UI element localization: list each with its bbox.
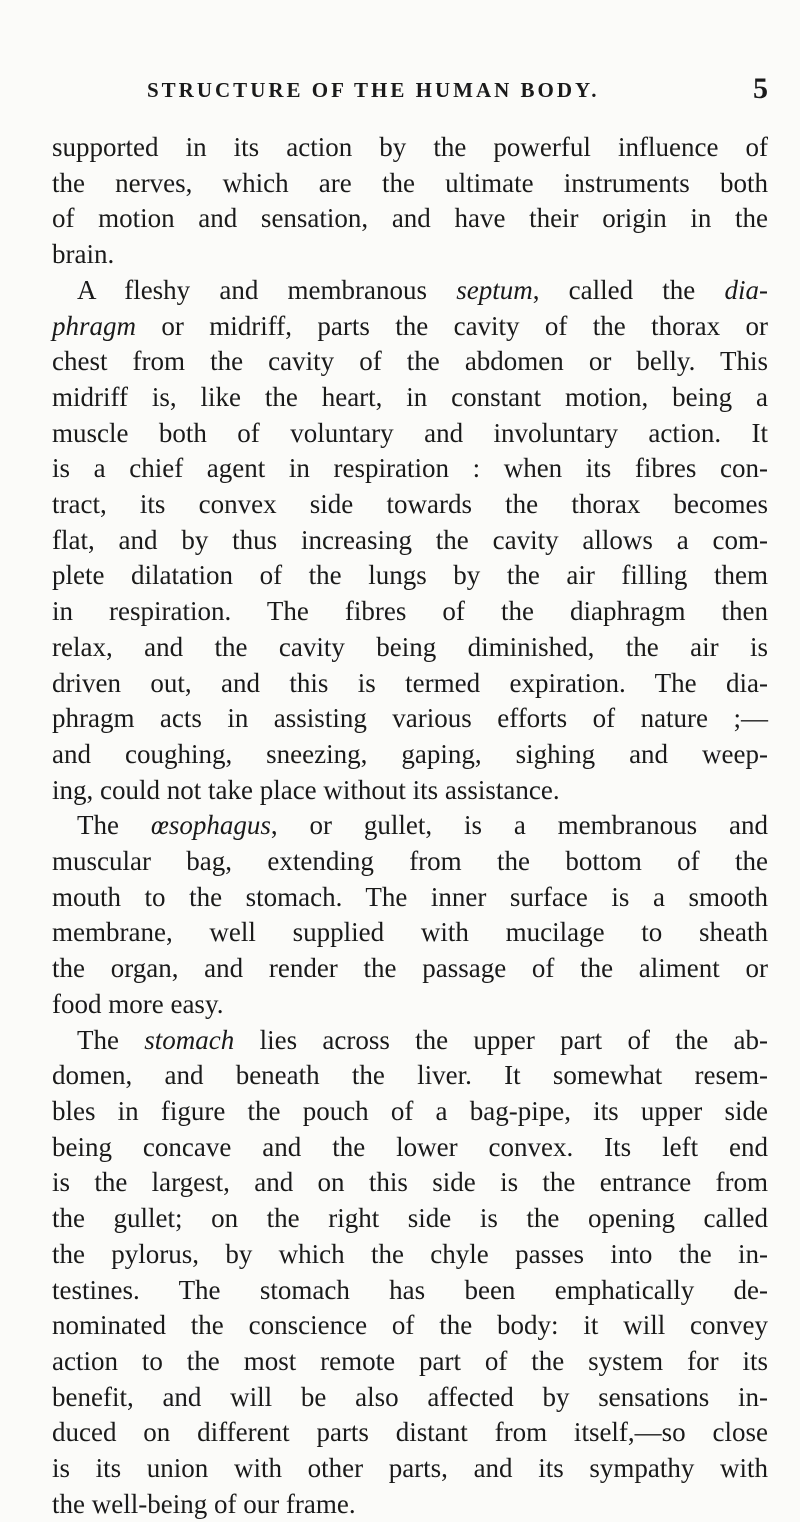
text-run: or midriff, parts the cavity of the thorax or [136,310,768,341]
text-line: plete dilatation of the lungs by the air filling them [52,560,768,591]
text-line: duced on different parts distant from itself,—so close [52,1417,768,1448]
text-line: benefit, and will be also affected by sensations in- [52,1381,768,1412]
text-line: food more easy. [52,988,224,1019]
text-line: the organ, and render the passage of the aliment or [52,953,768,984]
text-line [52,1023,768,1059]
text-line: brain. [52,239,115,270]
text-line: midriff is, like the heart, in constant motion, being a [52,381,768,412]
text-line: driven out, and this is termed expiration. The dia- [52,667,768,698]
term-septum: septum [456,274,533,305]
text-line: the pylorus, by which the chyle passes into the in- [52,1238,768,1269]
text-line: muscle both of voluntary and involuntary action. It [52,417,768,448]
term-diaphragm-part: dia- [724,274,768,305]
text-line: ing, could not take place without its assistance. [52,774,560,805]
text-line: is a chief agent in respiration : when its fibres con- [52,453,768,484]
text-run: lies across the upper part of the ab- [234,1024,768,1055]
term-diaphragm-part: phragm [52,310,137,341]
text-run: , called the [532,274,725,305]
text-line: bles in figure the pouch of a bag-pipe, its upper side [52,1095,768,1126]
paragraph-oesophagus [52,808,768,1022]
text-line: of motion and sensation, and have their origin in the [52,203,768,234]
text-line [52,309,768,345]
text-run: A fleshy and membranous [77,274,457,305]
text-line: mouth to the stomach. The inner surface is a smooth [52,881,768,912]
running-head [52,72,768,112]
text-run: The [77,1024,145,1055]
text-line: testines. The stomach has been emphatically de- [52,1274,768,1305]
text-line: the nerves, which are the ultimate instruments both [52,167,768,198]
text-line: flat, and by thus increasing the cavity allows a com- [52,524,768,555]
text-line: being concave and the lower convex. Its left end [52,1131,768,1162]
text-line: domen, and beneath the liver. It somewhat resem- [52,1060,768,1091]
text-line [52,808,768,844]
text-line: nominated the conscience of the body: it will convey [52,1310,768,1341]
paragraph-stomach [52,1023,768,1522]
text-line: action to the most remote part of the system for its [52,1345,768,1376]
paragraph-nerves [52,130,768,273]
text-line: the well-being of our frame. [52,1488,356,1519]
text-line: relax, and the cavity being diminished, the air is [52,631,768,662]
text-line: is its union with other parts, and its sympathy with [52,1453,768,1484]
text-line: and coughing, sneezing, gaping, sighing and weep- [52,738,768,769]
text-run: , or gullet, is a membranous and [270,810,768,841]
text-line: tract, its convex side towards the thorax becomes [52,489,768,520]
text-line: supported in its action by the powerful influence of [52,132,768,162]
text-line: membrane, well supplied with mucilage to sheath [52,917,768,948]
text-line: muscular bag, extending from the bottom of the [52,846,768,877]
text-line [52,273,768,309]
page-number: 5 [753,72,768,105]
term-oesophagus: œsophagus [150,810,271,841]
text-line: is the largest, and on this side is the entrance from [52,1167,768,1198]
book-page [52,72,768,1522]
term-stomach: stomach [144,1024,235,1055]
running-title: STRUCTURE OF THE HUMAN BODY. [147,78,600,102]
text-line: phragm acts in assisting various efforts of nature ;— [52,703,768,734]
text-line: chest from the cavity of the abdomen or belly. This [52,346,768,377]
text-run: The [77,810,151,841]
text-line: the gullet; on the right side is the opening called [52,1203,768,1234]
paragraph-diaphragm [52,273,768,809]
body-text [52,130,768,1522]
text-line: in respiration. The fibres of the diaphragm then [52,596,768,627]
